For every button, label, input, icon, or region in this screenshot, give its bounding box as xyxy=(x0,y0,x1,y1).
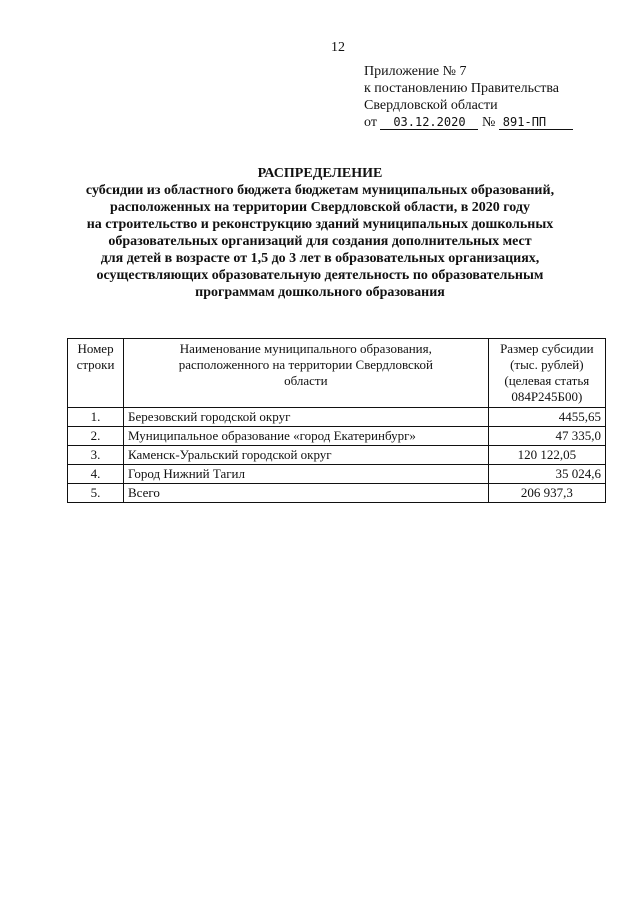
page-number: 12 xyxy=(331,40,345,55)
header-amount-line: 084Р245Б00) xyxy=(511,389,583,404)
decree-number: 891-ПП xyxy=(499,115,573,130)
row-number: 4. xyxy=(68,465,124,484)
row-name: Березовский городской округ xyxy=(124,408,489,427)
table-row xyxy=(68,484,606,503)
date-prefix: от xyxy=(364,115,377,130)
row-number: 2. xyxy=(68,427,124,446)
table-row xyxy=(68,446,606,465)
title-line: программам дошкольного образования xyxy=(195,285,445,300)
header-name-line: области xyxy=(284,373,328,388)
title-line: для детей в возрасте от 1,5 до 3 лет в образовательных организациях, xyxy=(100,251,540,266)
row-amount: 120 122,05 xyxy=(488,446,605,465)
table-row xyxy=(68,427,606,446)
table-header-row xyxy=(68,339,606,408)
row-name: Всего xyxy=(124,484,489,503)
row-name: Город Нижний Тагил xyxy=(124,465,489,484)
header-name xyxy=(124,339,489,408)
row-amount: 35 024,6 xyxy=(488,465,605,484)
row-amount: 4455,65 xyxy=(488,408,605,427)
header-amount-line: (целевая статья xyxy=(504,373,590,388)
decree-date: 03.12.2020 xyxy=(380,115,478,130)
title-heading: РАСПРЕДЕЛЕНИЕ xyxy=(257,166,383,181)
table-row xyxy=(68,465,606,484)
title-line: осуществляющих образовательную деятельность по образовательным xyxy=(96,268,544,283)
row-number: 5. xyxy=(68,484,124,503)
header-name-line: расположенного на территории Свердловской xyxy=(178,357,433,372)
number-prefix: № xyxy=(481,115,496,130)
title-line: расположенных на территории Свердловской области, в 2020 году xyxy=(110,200,530,215)
appendix-region: Свердловской области xyxy=(364,98,498,113)
header-amount-line: Размер субсидии xyxy=(500,341,594,356)
row-name: Муниципальное образование «город Екатеринбург» xyxy=(124,427,489,446)
row-name: Каменск-Уральский городской округ xyxy=(124,446,489,465)
appendix-date-line xyxy=(364,114,573,131)
appendix-title: Приложение № 7 xyxy=(364,64,467,79)
subsidy-table xyxy=(67,338,606,503)
row-number: 1. xyxy=(68,408,124,427)
header-name-line: Наименование муниципального образования, xyxy=(179,341,432,356)
title-line: субсидии из областного бюджета бюджетам муниципальных образований, xyxy=(85,183,555,198)
title-line: на строительство и реконструкцию зданий муниципальных дошкольных xyxy=(86,217,554,232)
row-number: 3. xyxy=(68,446,124,465)
title-line: образовательных организаций для создания дополнительных мест xyxy=(108,234,532,249)
header-number-line: строки xyxy=(76,357,115,372)
row-amount: 47 335,0 xyxy=(488,427,605,446)
appendix-reference: к постановлению Правительства xyxy=(364,81,560,96)
document-title xyxy=(40,165,600,301)
header-number-line: Номер xyxy=(77,341,114,356)
header-amount xyxy=(488,339,605,408)
table-row xyxy=(68,408,606,427)
header-amount-line: (тыс. рублей) xyxy=(510,357,584,372)
appendix-block xyxy=(364,63,573,131)
header-number xyxy=(68,339,124,408)
row-amount: 206 937,3 xyxy=(488,484,605,503)
